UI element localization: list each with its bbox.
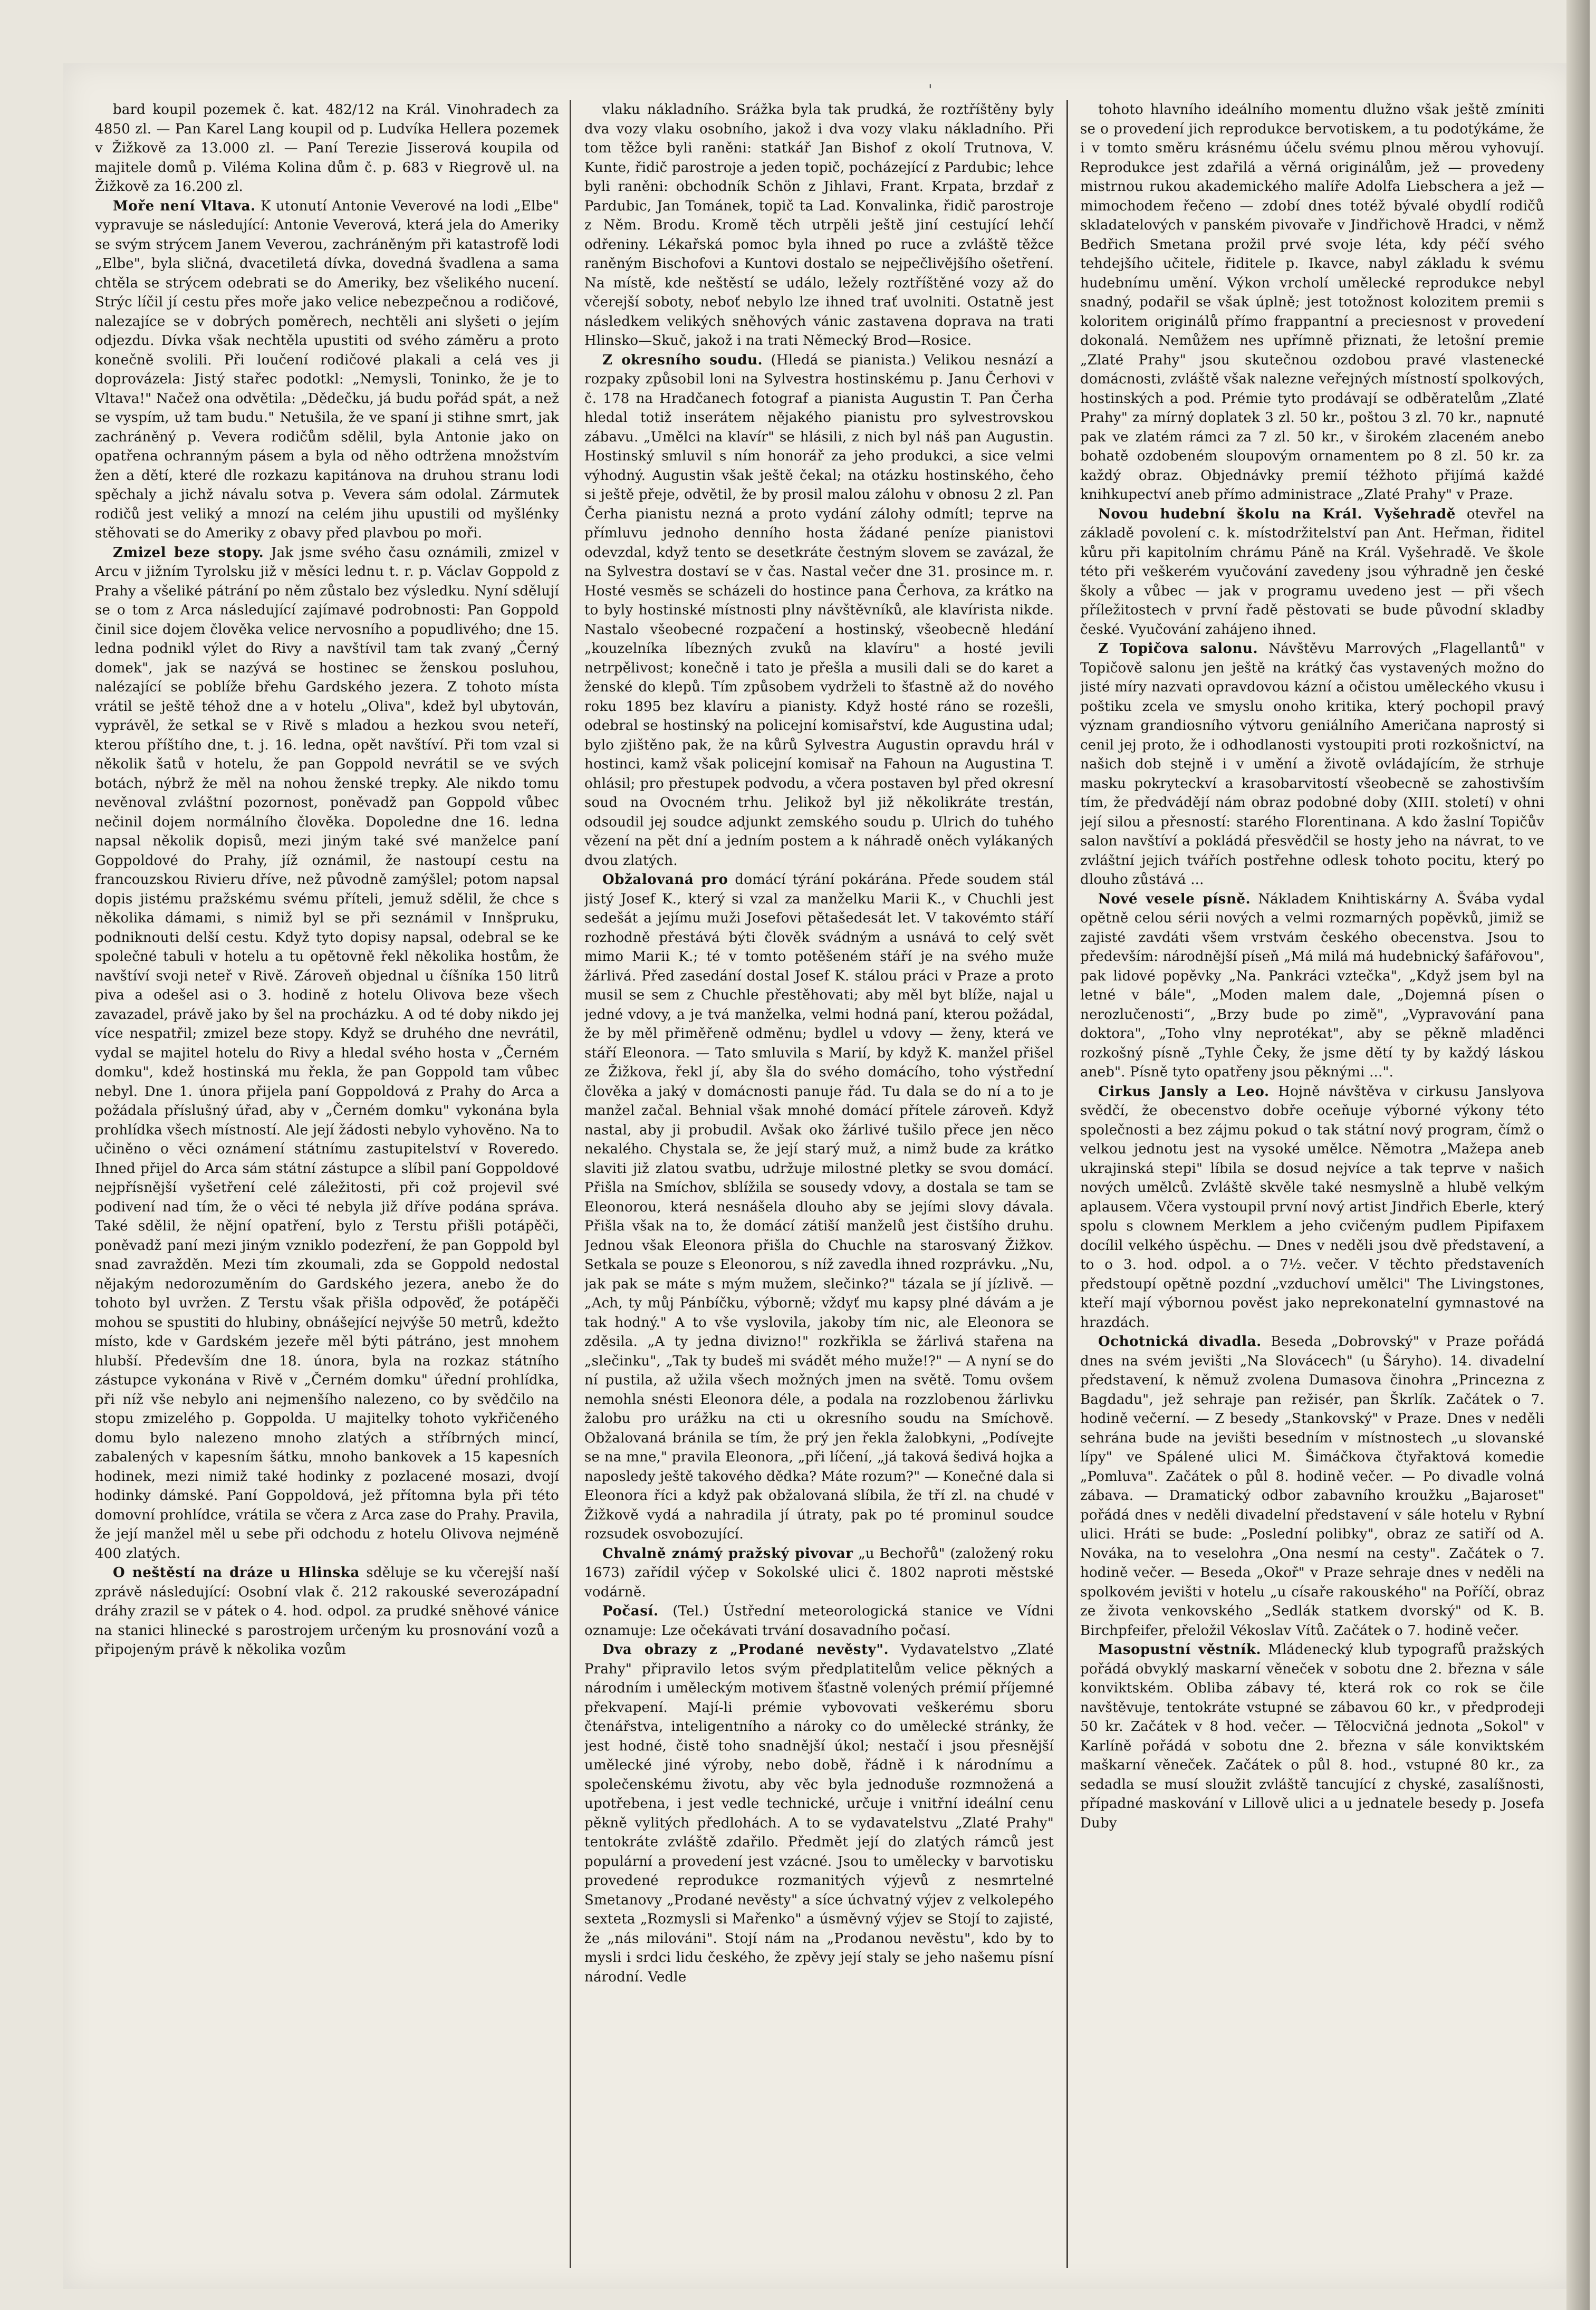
article-text: domácí týrání pokárána. Přede soudem stál jistý Josef K., který si vzal za manželku Marii K., v Chuchli jest sedešát a jejímu muži Josefovi pětašedesát let. V takovémto stáří rozhodně přestává býti člověk svádným a usnává to celý svět mimo Marii K.; té v tomto potěšeném stáří je na svého muže žárlivá. Před zasedání dostal Josef K. stálou práci v Praze a proto musil se sem z Chuchle přestěhovati; aby měl byt blíže, najal u jedné vdovy, a je tvá manželka, velmi hodná paní, kterou požádal, že by měl přiměřeně odměnu; bydlel u vdovy — ženy, která ve stáří Eleonora. — Tato smluvila s Marií, by když K. manžel přišel ze Žižkova, řekl jí, aby šla do svého domácího, toho výstřední člověka a jaký v domácnosti panuje řád. Tu dala se do ní a to je manžel začal. Behnial však mnohé domácí přítele zároveň. Když nastal, aby ji probudil. Avšak oko žárlivé tušilo přece jen něco nekalého. Chystala se, že její starý muž, a nimž bude za krátko slaviti již zlatou svatbu, udržuje milostné pletky se svou domácí. Přišla na Smíchov, sblížila se sousedy vdovy, a dostala se tam se Eleonorou, která nesnášela dlouho aby se jejími slovy dávala. Přišla však na to, že domácí zátiší manželů jest čistšího druhu. Jednou však Eleonora přišla do Chuchle na starosvaný Žižkov. Setkala se pouze s Eleonorou, s níž zavedla ihned rozprávku. „Nu, jak pak se máte s mým mužem, slečinko?" tázala se jí jízlivě. — „Ach, ty můj Pánbíčku, výborně; vždyť mu kapsy plné dávám a je tak hodný." A to vše vyslovila, jakoby tím nic, ale Eleonora se zděsila. „A ty jedna divizno!" rozkřikla se žárlivá stařena na „slečinku", „Tak ty budeš mi svádět mého muže!?" — A nyní se do ní pustila, až užila všech možných jmen na světě. Tomu ovšem nemohla snésti Eleonora déle, a podala na rozzlobenou žárlivku žalobu pro urážku na cti u okresního soudu na Smíchově. Obžalovaná bránila se tím, že prý jen řekla žalobkyni, „Podívejte se na mne," pravila Eleonora, „při líčení, „já taková šedivá hojka a naposledy ještě takového dědka? Máte rozum?" — Konečné dala si Eleonora říci a když pak obžalovaná slíbila, že tří zl. na chudé v Žižkově vydá a nahradila jí útraty, pak po té prominul soudce rozsudek osvobozující. [584, 872, 1054, 1542]
article-paragraph [584, 1640, 1054, 1987]
article-text: Nákladem Knihtiskárny A. Švába vydal opětně celou sérii nových a velmi rozmarných popěvků, jimiž se zajisté zavdáti všem vrstvám českého obecenstva. Jsou to především: národnější píseň „Má milá má hudebnický šafářovou", pak lidové popěvky „Na. Pankráci vztečka", „Když jsem byl na letné v bále", „Moden malem dale, „Dojemná písen o nerozlučenosti“, „Brzy bude po zimě", „Vypravování pana doktora", „Toho vlny neprotékat", aby se pěkně mladěnci rozkošný písně „Tyhle Čeky, že jsme dětí ty by každý láskou aneb". Písně tyto opatřeny jsou pěknými ...". [1080, 891, 1544, 1080]
article-text: bard koupil pozemek č. kat. 482/12 na Král. Vinohradech za 4850 zl. — Pan Karel Lang koupil od p. Ludvíka Hellera pozemek v Žižkově za 13.000 zl. — Paní Terezie Jisserová koupila od majitele domů p. Viléma Kolina dům č. p. 683 v Riegrově ul. na Žižkově za 16.200 zl. [95, 102, 559, 195]
article-paragraph [1080, 100, 1544, 505]
article-paragraph [584, 1544, 1054, 1602]
newspaper-page [63, 63, 1572, 2289]
article-heading: Obžalovaná pro [602, 872, 728, 888]
page-edge [1566, 0, 1590, 2310]
article-paragraph [1080, 1082, 1544, 1333]
article-heading: Z Topičova salonu. [1098, 641, 1258, 657]
article-text: Návštěvu Marrových „Flagellantů" v Topičově salonu jen ještě na krátký čas vystavených možno do jisté míry nazvati opravdovou kázní a očistou uměleckého vkusu i poštiku zcela ve smyslu onoho kritika, který pochopil pravý význam grandiosního výtvoru geniálního Američana naprostý si cenil jej proto, že i odhodlanosti vystoupiti proti rozkošnictví, na našich dob stejně i v umění a životě ovládajícím, že strhuje masku pokryteckví a krasobarvitostí všeobecně se zahostivším tím, že předvádějí nám obraz podobné doby (XIII. století) v ohni její silou a přesností: starého Florentinana. A kdo žaslní Topičův salon navštíví a pokládá přesvědčil se hosty jeho na návrat, to ve zvláštní jejich tvářích postřehne odlesk tohoto pocitu, který po dlouho zůstává ... [1080, 641, 1544, 888]
article-paragraph [95, 543, 559, 1564]
article-heading: O neštěstí na dráze u Hlinska [113, 1565, 360, 1581]
article-paragraph [95, 1563, 559, 1660]
article-paragraph [1080, 890, 1544, 1082]
article-heading: Zmizel beze stopy. [113, 544, 264, 561]
article-text: vlaku nákladního. Srážka byla tak prudká, že roztříštěny byly dva vozy vlaku osobního, jakož i dva vozy vlaku nákladního. Při tom těžce byli raněni: statkář Jan Bishof z okolí Trutnova, V. Kunte, řidič parostroje a jeden topič, pocházející z Pardubic; lehce byli raněni: obchodník Schön z Jihlavi, Frant. Krpata, brzdař z Pardubic, Jan Tománek, topič ta Lad. Konvalinka, řidič parostroje z Něm. Brodu. Kromě těch utrpěli ještě jiní cestující lehčí odřeniny. Lékařská pomoc byla ihned po ruce a zvláště těžce raněným Bischofovi a Kuntovi dostalo se nejpečlivějšího ošetření. Na místě, kde neštěstí se událo, ležely roztříštěné vozy až do včerejší soboty, neboť nebylo lze ihned trať uvolniti. Ostatně jest následkem velikých sněhových vánic zastavena doprava na trati Hlinsko—Skuč, jakož i na trati Německý Brod—Rosice. [584, 102, 1054, 349]
article-text: (Tel.) Ústřední meteorologická stanice ve Vídni oznamuje: Lze očekávati trvání dosavadního počasí. [584, 1603, 1054, 1639]
article-paragraph [1080, 1640, 1544, 1833]
article-text: K utonutí Antonie Veverové na lodi „Elbe" vypravuje se následující: Antonie Veverová, která jela do Ameriky se svým strýcem Janem Veverou, zachráněným při katastrofě lodi „Elbe", byla sličná, dvacetiletá dívka, dovedná švadlena a sama chtěla se strýcem odebrati se do Ameriky, bez všelikého nucení. Strýc líčil jí cestu přes moře jako velice nebezpečnou a rodičové, nalezajíce se v dobrých poměrech, nechtěli ani slyšeti o jejím odjezdu. Dívka však nechtěla upustiti od svého záměru a proto konečně svolili. Při loučení rodičové plakali a celá ves ji doprovázela: Jistý stařec podotkl: „Nemysli, Toninko, že je to Vltava!" Načež ona odvětila: „Dědečku, já budu pořád spát, a než se vyspím, už tam budu." Netušila, že ve spaní ji stihne smrt, jak zachráněný p. Vevera rodičům sdělil, byla Antonie jako on opatřena ochranným pásem a byla od něho odtržena množstvím žen a dětí, které dle rozkazu kapitánova na druhou stranu lodi spěchaly a jichž návalu sotva p. Vevera sám odolal. Zármutek rodičů jest veliký a mnozí na celém jihu upustili od myšlénky stěhovati se do Ameriky z obavy před plavbou po moři. [95, 198, 559, 541]
article-heading: Masopustní věstník. [1098, 1642, 1262, 1658]
article-paragraph [95, 100, 559, 197]
article-paragraph [95, 197, 559, 543]
column-2 [584, 100, 1054, 2268]
article-text: (Hledá se pianista.) Velikou nesnází a rozpaky způsobil loni na Sylvestra hostinskému p. Janu Čerhovi v č. 178 na Hradčanech fotograf a pianista Augustin T. Pan Čerha hledal totiž inserátem nějakého pianistu pro sylvestrovskou zábavu. „Umělci na klavír" se hlásili, z nich byl náš pan Augustin. Hostinský smluvil s ním honorář za jeho produkci, a sice velmi výhodný. Augustin však ještě čekal; na otázku hostinského, čeho si ještě přeje, odvětil, že by prosil malou zálohu v obnosu 2 zl. Pan Čerha pianistu nezná a proto vydání zálohy odmítl; teprve na přímluvu jednoho denního hosta žádané peníze pianistovi odevzdal, když tento se desetkráte čestným slovem se zavázal, že na Sylvestra dostaví se v čas. Nastal večer dne 31. prosince m. r. Hosté vesměs se scházeli do hostince pana Čerhova, za krátko na to byly hostinské místnosti plny návštěvníků, ale klavírista nikde. Nastalo všeobecné rozpačení a hostinský, všeobecně hledání „kouzelníka líbezných zvuků na klavíru" a hosté jevili netrpělivost; konečně i tato je přešla a musili dali se do karet a ženské do klepů. Tím způsobem vydrželi to šťastně až do nového roku 1895 bez klavíru a pianisty. Když hosté ráno se rozešli, odebral se hostinský na policejní komisařství, kde Augustina udal; bylo zjištěno pak, že na kůrů Sylvestra Augustin opravdu hrál v hostinci, kamž však policejní komisař na Fahoun na Augustina T. ohlásil; pro přestupek podvodu, a včera postaven byl před okresní soud na Ovocném trhu. Jelikož byl již několikráte trestán, odsoudil jej soudce adjunkt zemského soudu p. Ulrich do tuhého vězení na pět dní a jedním postem a k náhradě oněch vylákaných dvou zlatých. [584, 352, 1054, 869]
article-heading: Nové vesele písně. [1098, 891, 1251, 907]
article-text: Mládenecký klub typografů pražských pořádá obvyklý maskarní věneček v sobotu dne 2. března v sále konviktském. Obliba zábavy té, která rok co rok se čile navštěvuje, tentokráte vstupné se zábavou 60 kr., v předprodeji 50 kr. Začátek v 8 hod. večer. — Tělocvičná jednota „Sokol" v Karlíně pořádá v sobotu dne 2. března v sále konviktském maškarní věneček. Začátek o půl 8. hod., vstupné 80 kr., za sedadla se musí sloužit zvláště tancující z chyské, zasalíšnosti, případné maskování v Lillově ulici a u jednatele besedy p. Josefa Duby [1080, 1642, 1544, 1831]
article-text: Hojně návštěva v cirkusu Janslyova svědčí, že obecenstvo dobře oceňuje výborné výkony této společnosti a bez zájmu pokud o tak státní nový program, čímž o velkou jednotu jest na vysoké umělce. Němotra „Mažepa aneb ukrajinská stepi" líbila se dosud nejvíce a tak teprve v našich nových umělců. Zvláště skvěle také nesmyslně a hlubě velkým aplausem. Včera vystoupil první nový artist Jindřich Eberle, který spolu s clownem Merklem a jeho cvičeným pudlem Pipifaxem docílil velkého úspěchu. — Dnes v neděli jsou dvě představení, a to o 3. hod. odpol. a o 7½. večer. V těchto představeních předstoupí opětně pozdní „vzduchoví umělci" The Livingstones, kteří mají výbornou pověst jako neprekonatelní gymnastové na hrazdách. [1080, 1083, 1544, 1331]
article-heading: Dva obrazy z „Prodané nevěsty". [602, 1642, 889, 1658]
article-paragraph [1080, 639, 1544, 890]
page-mark: ' [928, 81, 932, 99]
article-heading: Z okresního soudu. [602, 352, 763, 368]
article-paragraph [1080, 1332, 1544, 1640]
article-paragraph [1080, 505, 1544, 640]
article-paragraph [584, 100, 1054, 351]
article-text: „u Bechořů" (založený roku 1673) zařídil výčep v Sokolské ulici č. 1802 naproti městské vodárně. [584, 1545, 1054, 1600]
column-rule [570, 100, 571, 2268]
article-heading: Moře není Vltava. [113, 198, 256, 214]
column-1 [95, 100, 559, 2268]
article-heading: Novou hudební školu na Král. Vyšehradě [1098, 506, 1456, 522]
article-paragraph [584, 870, 1054, 1544]
article-text: tohoto hlavního ideálního momentu dlužno však ještě zmíniti se o provedení jich reprodukce bervotiskem, a tu podotýkáme, že i v tomto směru krásnému účelu svému plnou měrou vyhovují. Reprodukce jest zdařilá a věrná originálům, jež — provedeny mistrnou rukou akademického malíře Adolfa Liebschera a jež — mimochodem řečeno — zdobí dnes totéž bývalé obydlí rodičů skladatelových v panském pivovaře v Jindřichově Hradci, v němž Bedřich Smetana prožil prvé svoje léta, kdy péčí svého tehdejšího učitele, řiditele p. Ikavce, nabyl základu k svému hudebnímu umění. Výkon vrcholí umělecké reprodukce nebyl snadný, podařil se však úplně; jest totožnost kolozitem premii s koloritem originálů přímo frappantní a preciesnost v provedení dokonalá. Nemůžem nes upřímně přiznati, že letošní premie „Zlaté Prahy" jsou skutečnou ozdobou pravé vlastenecké domácnosti, zvláště však nalezne veřejných místností spolkových, hostinských a pod. Prémie tyto prodávají se odběratelům „Zlaté Prahy" za mírný doplatek 3 zl. 50 kr., poštou 3 zl. 70 kr., napnuté pak ve zlatém rámci za 7 zl. 50 kr., v širokém zlaceném anebo bohatě ozdobeném sloupovým ornamentem po 8 zl. 50 kr. za každý obraz. Objednávky premií téžhoto přijímá každé knihkupectví aneb přímo administrace „Zlaté Prahy" v Praze. [1080, 102, 1544, 503]
article-text: Vydavatelstvo „Zlaté Prahy" připravilo letos svým předplatitelům velice pěkných a národním i uměleckým motivem šťastně volených prémií příjemné překvapení. Mají-li prémie vybovovati veškerému sboru čtenářstva, inteligentního a nároky co do umělecké stránky, že jest hodné, čistě toho snadnější úkol; nestačí i jsou přesnější umělecké jiné výroby, nebo době, řádně i k národnímu a společenskému životu, aby věc byla jednoduše rozmnožená a upotřebena, i jest vedle technické, určuje i vnitřní ideální cenu pěkně vylitých předlohách. A to se vydavatelstvu „Zlaté Prahy" tentokráte zvláště zdařilo. Předmět její do zlatých rámců jest populární a provedení jest vzácné. Jsou to umělecky v barvotisku provedené reprodukce rozmanitých výjevů z nesmrtelné Smetanovy „Prodané nevěsty" a síce úchvatný výjev z velkolepého sexteta „Rozmysli si Mařenko" a úsměvný výjev se Stojí to zajisté, že „nás milováni". Stojí nám na „Prodanou nevěstu", kdo by to mysli i srdci lidu českého, že zpěvy její staly se jeho našemu písní národní. Vedle [584, 1642, 1054, 1985]
article-heading: Cirkus Jansly a Leo. [1098, 1083, 1270, 1100]
article-heading: Chvalně známý pražský pivovar [602, 1545, 853, 1562]
article-heading: Ochotnická divadla. [1098, 1334, 1262, 1350]
column-rule [1066, 100, 1068, 2268]
article-text: Jak jsme svého času oznámili, zmizel v Arcu v jižním Tyrolsku již v měsíci lednu t. r. p. Václav Goppold z Prahy a všeliké pátrání po něm zůstalo bez výsledku. Nyní sdělují se o tom z Arca následující zajímavé podrobnosti: Pan Goppold činil sice dojem člověka velice nervosního a popudlivého; dne 15. ledna podnikl výlet do Rivy a navštívil tam tak zvaný „Černý domek", jak se nazývá se hostinec se ženskou posluhou, nalézající se poblíže břehu Gardského jezera. Z tohoto místa vrátil se ještě téhož dne a v hotelu „Oliva", kdež byl ubytován, vyprávěl, že setkal se v Rivě s mladou a hezkou svou neteří, kterou příštího dne, t. j. 16. ledna, opět navštíví. Při tom vzal si několik šatů v hotelu, že pan Goppold nevrátil se ve svých botách, nýbrž že měl na nohou ženské trepky. Ale nikdo tomu nevěnoval zvláštní pozornost, poněvadž pan Goppold vůbec nečinil dojem normálního člověka. Dopoledne dne 16. ledna napsal několik dopisů, mezi jiným také své manželce paní Goppoldové do Prahy, jíž oznámil, že nastoupí cestu na francouzskou Rivieru dříve, než původně zamýšlel; potom napsal dopis jistému pražskému svému příteli, jemuž sdělil, že chce s několika dámami, s nimiž byl se při seznámil v Innšpruku, podniknouti delší cestu. Když tyto dopisy napsal, odebral se ke společné tabuli v hotelu a tu opětovně řekl několika hostům, že navštíví svoji neteř v Rivě. Zároveň objednal u číšníka 150 litrů piva a odešel asi o 3. hodině z hotelu Olivova beze všech zavazadel, právě jako by šel na procházku. A od té doby nikdo jej více nespatřil; zmizel beze stopy. Když se druhého dne nevrátil, vydal se majitel hotelu do Rivy a hledal svého hosta v „Černém domku", kdež hostinská mu řekla, že pan Goppold tam vůbec nebyl. Dne 1. února přijela paní Goppoldová z Prahy do Arca a požádala příslušný úřad, aby v „Černém domku" vykonána byla prohlídka všech místností. Ale její žádosti nebylo vyhověno. Na to učiněno o věci oznámení státnímu zastupitelství v Roveredo. Ihned přijel do Arca sám státní zástupce a slíbil paní Goppoldové nejpřísnější vyšetření celé záležitosti, při což projevil své podivení nad tím, že o věci té nebyla již dříve podána správa. Také sdělil, že nějní opatření, bylo z Terstu přišli potápěči, poněvadž paní mezi jiným vzniklo podezření, že pan Goppold byl snad zavražděn. Mezi tím zkoumali, zda se Goppold nedostal nějakým nedorozuměním do Gardského jezera, anebo že do tohoto byl uvržen. Z Terstu však přišla odpověď, že potápěči mohou se spustiti do hlubiny, obnášející nejvýše 50 metrů, kdežto místo, kde v Gardském jezeře měl býti pátráno, jest mnohem hlubší. Především dne 18. února, byla na rozkaz státního zástupce vykonána v Rivě v „Černém domku" úřední prohlídka, při níž vše nebylo ani nejmenšího nalezeno, co by svědčilo na stopu zmizelého p. Goppolda. U majitelky tohoto vykřičeného domu bylo nalezeno mnoho zlatých a stříbrných mincí, zabalených v kapesním šátku, mnoho bankovek a 15 kapesních hodinek, mezi nimiž také hodinky z pozlacené mosazi, dvojí hodinky dámské. Paní Goppoldová, jež přítomna byla při této domovní prohlídce, vrátila se včera z Arca zase do Prahy. Pravila, že její manžel měl u sebe při odchodu z hotelu Olivova nejméně 400 zlatých. [95, 544, 559, 1562]
article-text: sděluje se ku včerejší naší zprávě následující: Osobní vlak č. 212 rakouské severozápadní dráhy zrazil se v pátek o 4. hod. odpol. za prudké sněhové vánice na stanici hlinecké s parostrojem určeným ku prosnování vozů a připojeným právě k několika vozům [95, 1565, 559, 1658]
article-text: Beseda „Dobrovský" v Praze pořádá dnes na svém jevišti „Na Slovácech" (u Šáryho). 14. divadelní představení, k němuž zvolena Dumasova činohra „Princezna z Bagdadu", jež sehraje pan režisér, pan Škrlík. Začátek o 7. hodině večerní. — Z besedy „Stankovský" v Praze. Dnes v neděli sehrána bude na jevišti besedním v místnostech „u slovanské lípy" ve Spálené ulici M. Šimáčkova čtyřaktová komedie „Pomluva". Začátek o půl 8. hodině večer. — Po divadle volná zábava. — Dramatický odbor zabavního kroužku „Bajaroset" pořádá dnes v neděli divadelní představení v sále hotelu v Rybní ulici. Hráti se bude: „Poslední polibky", obraz ze satiří od A. Nováka, na to veselohra „Ona nesmí na cesty". Začátek o 7. hodině večer. — Beseda „Okoř" v Praze sehraje dnes v neděli na spolkovém jevišti v hotelu „u císaře rakouského" na Poříčí, obraz ze života venkovského „Sedlák statkem dvorský" od K. B. Birchpfeifer, přeložil Vékoslav Vítů. Začátek o 7. hodině večer. [1080, 1334, 1544, 1639]
article-paragraph [584, 1602, 1054, 1640]
article-heading: Počasí. [602, 1603, 659, 1619]
article-text: otevřel na základě povolení c. k. místodržitelství pan Ant. Heřman, řiditel kůru při kapitolním chrámu Páně na Král. Vyšehradě. Ve škole této při veškerém vyučování zavedeny jsou výhradně jen české školy a vůbec — jak v programu uvedeno jest — při všech příležitostech v první řadě pěstovati se bude původní skladby české. Vyučování zahájeno ihned. [1080, 506, 1544, 638]
article-paragraph [584, 351, 1054, 871]
column-3 [1080, 100, 1544, 2268]
